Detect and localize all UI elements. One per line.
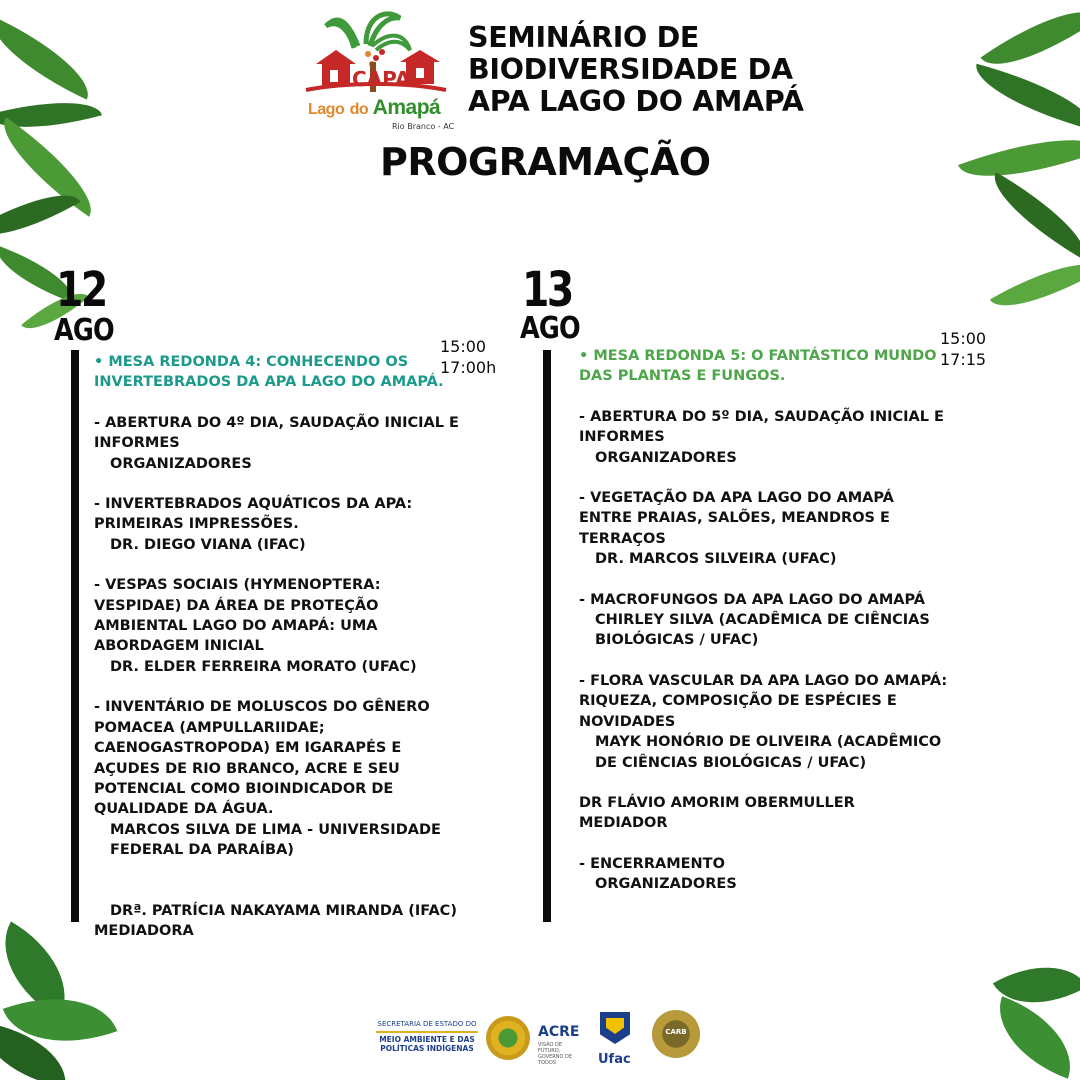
day2-vertical-bar <box>543 350 551 922</box>
day2-item-2-speaker: DR. MARCOS SILVEIRA (UFAC) <box>595 551 837 568</box>
day2-item-1-speaker: ORGANIZADORES <box>595 449 737 466</box>
logo-place-name <box>308 96 440 120</box>
acre-coat-of-arms-icon <box>486 1016 530 1060</box>
day1-mediator-role: MEDIADORA <box>94 922 194 939</box>
logo-subtitle: Rio Branco - AC <box>392 122 455 131</box>
day1-mesa-title: • MESA REDONDA 4: CONHECENDO OS INVERTEBRADOS DA APA LAGO DO AMAPÁ. <box>94 354 444 391</box>
day2-item-1-talk: - ABERTURA DO 5º DIA, SAUDAÇÃO INICIAL E INFORMES <box>579 408 944 446</box>
sema-line-2: MEIO AMBIENTE E DAS <box>379 1035 475 1044</box>
logo-place-c: Amapá <box>372 96 441 119</box>
day2-item-4-talk: - FLORA VASCULAR DA APA LAGO DO AMAPÁ: RIQUEZA, COMPOSIÇÃO DE ESPÉCIES E NOVIDADES <box>579 672 948 730</box>
day2-item-4-speaker: MAYK HONÓRIO DE OLIVEIRA (ACADÊMICO DE CIÊNCIAS BIOLÓGICAS / UFAC) <box>595 734 942 771</box>
sponsor-logos <box>376 1006 706 1072</box>
day2-mediator-role: MEDIADOR <box>579 815 668 832</box>
day1-date-number: 12 <box>56 262 106 318</box>
acre-logo-text: ACRE <box>538 1024 580 1040</box>
day2-time-end: 17:15 <box>940 350 987 369</box>
title-line-1: SEMINÁRIO DE <box>468 21 700 54</box>
day1-time-end: 17:00h <box>440 358 497 377</box>
day1-item-3-speaker: DR. ELDER FERREIRA MORATO (UFAC) <box>110 658 417 675</box>
day2-mediator-name: DR FLÁVIO AMORIM OBERMULLER <box>579 794 855 811</box>
sema-logo <box>376 1020 478 1053</box>
day2-date-number: 13 <box>522 262 572 318</box>
day1-item-2-speaker: DR. DIEGO VIANA (IFAC) <box>110 536 306 553</box>
day1-time-start: 15:00 <box>440 337 487 356</box>
day1-item-2-talk: - INVERTEBRADOS AQUÁTICOS DA APA: PRIMEIRAS IMPRESSÕES. <box>94 496 413 533</box>
event-title <box>468 22 828 118</box>
day2-item-2-talk: - VEGETAÇÃO DA APA LAGO DO AMAPÁ ENTRE PRAIAS, SALÕES, MEANDROS E TERRAÇOS <box>579 490 894 547</box>
title-line-2: BIODIVERSIDADE DA <box>468 53 793 86</box>
day1-date-month: AGO <box>54 313 114 348</box>
day2-mesa-title: • MESA REDONDA 5: O FANTÁSTICO MUNDO DAS PLANTAS E FUNGOS. <box>579 348 937 385</box>
day1-item-4-talk: - INVENTÁRIO DE MOLUSCOS DO GÊNERO POMACEA (AMPULLARIIDAE; CAENOGASTROPODA) EM IGARAPÉS E AÇUDES DE RIO BRANCO, ACRE E SEU POTENCIAL COMO BIOINDICADOR DE QUALIDADE DA ÁGUA. <box>94 699 430 818</box>
day1-item-4-speaker: MARCOS SILVA DE LIMA - UNIVERSIDADE FEDERAL DA PARAÍBA) <box>110 821 441 859</box>
day2-date-month: AGO <box>520 311 580 346</box>
carb-seal-icon <box>652 1010 700 1058</box>
palm-house-icon <box>296 6 456 98</box>
day1-schedule <box>94 352 464 941</box>
sema-line-3: POLÍTICAS INDÍGENAS <box>380 1044 474 1053</box>
logo-lettering: CAPA <box>352 67 411 91</box>
leaves-bottom-left-icon <box>0 920 110 1080</box>
day2-item-3-speaker: CHIRLEY SILVA (ACADÊMICA DE CIÊNCIAS BIOLÓGICAS / UFAC) <box>595 612 930 649</box>
leaves-bottom-right-icon <box>990 950 1080 1080</box>
day2-time-start: 15:00 <box>940 329 987 348</box>
day1-vertical-bar <box>71 350 79 922</box>
ufac-logo-text: Ufac <box>598 1052 631 1067</box>
day1-item-1-speaker: ORGANIZADORES <box>110 455 252 472</box>
title-line-3: APA LAGO DO AMAPÁ <box>468 85 804 118</box>
day1-mediator-name: DRª. PATRÍCIA NAKAYAMA MIRANDA (IFAC) <box>110 902 457 919</box>
sema-line-1: SECRETARIA DE ESTADO DO <box>377 1020 477 1028</box>
apa-lago-amapa-logo <box>296 6 456 134</box>
day2-closing-speaker: ORGANIZADORES <box>595 876 737 893</box>
acre-logo-subtext: VISÃO DE FUTURO, GOVERNO DE TODOS <box>538 1042 573 1066</box>
program-heading: PROGRAMAÇÃO <box>380 140 711 184</box>
leaves-top-right-icon <box>950 0 1080 360</box>
logo-place-b: do <box>349 101 369 118</box>
day1-item-1-talk: - ABERTURA DO 4º DIA, SAUDAÇÃO INICIAL E INFORMES <box>94 414 459 452</box>
logo-place-a: Lago <box>308 101 345 118</box>
day2-closing-talk: - ENCERRAMENTO <box>579 855 725 872</box>
ufac-shield-icon <box>600 1012 630 1044</box>
carb-seal-label: CARB <box>665 1028 687 1036</box>
day2-schedule <box>579 346 949 895</box>
day2-item-3-talk: - MACROFUNGOS DA APA LAGO DO AMAPÁ <box>579 591 926 608</box>
day1-item-3-talk: - VESPAS SOCIAIS (HYMENOPTERA: VESPIDAE) DA ÁREA DE PROTEÇÃO AMBIENTAL LAGO DO AMAPÁ: UMA ABORDAGEM INICIAL <box>94 577 381 655</box>
